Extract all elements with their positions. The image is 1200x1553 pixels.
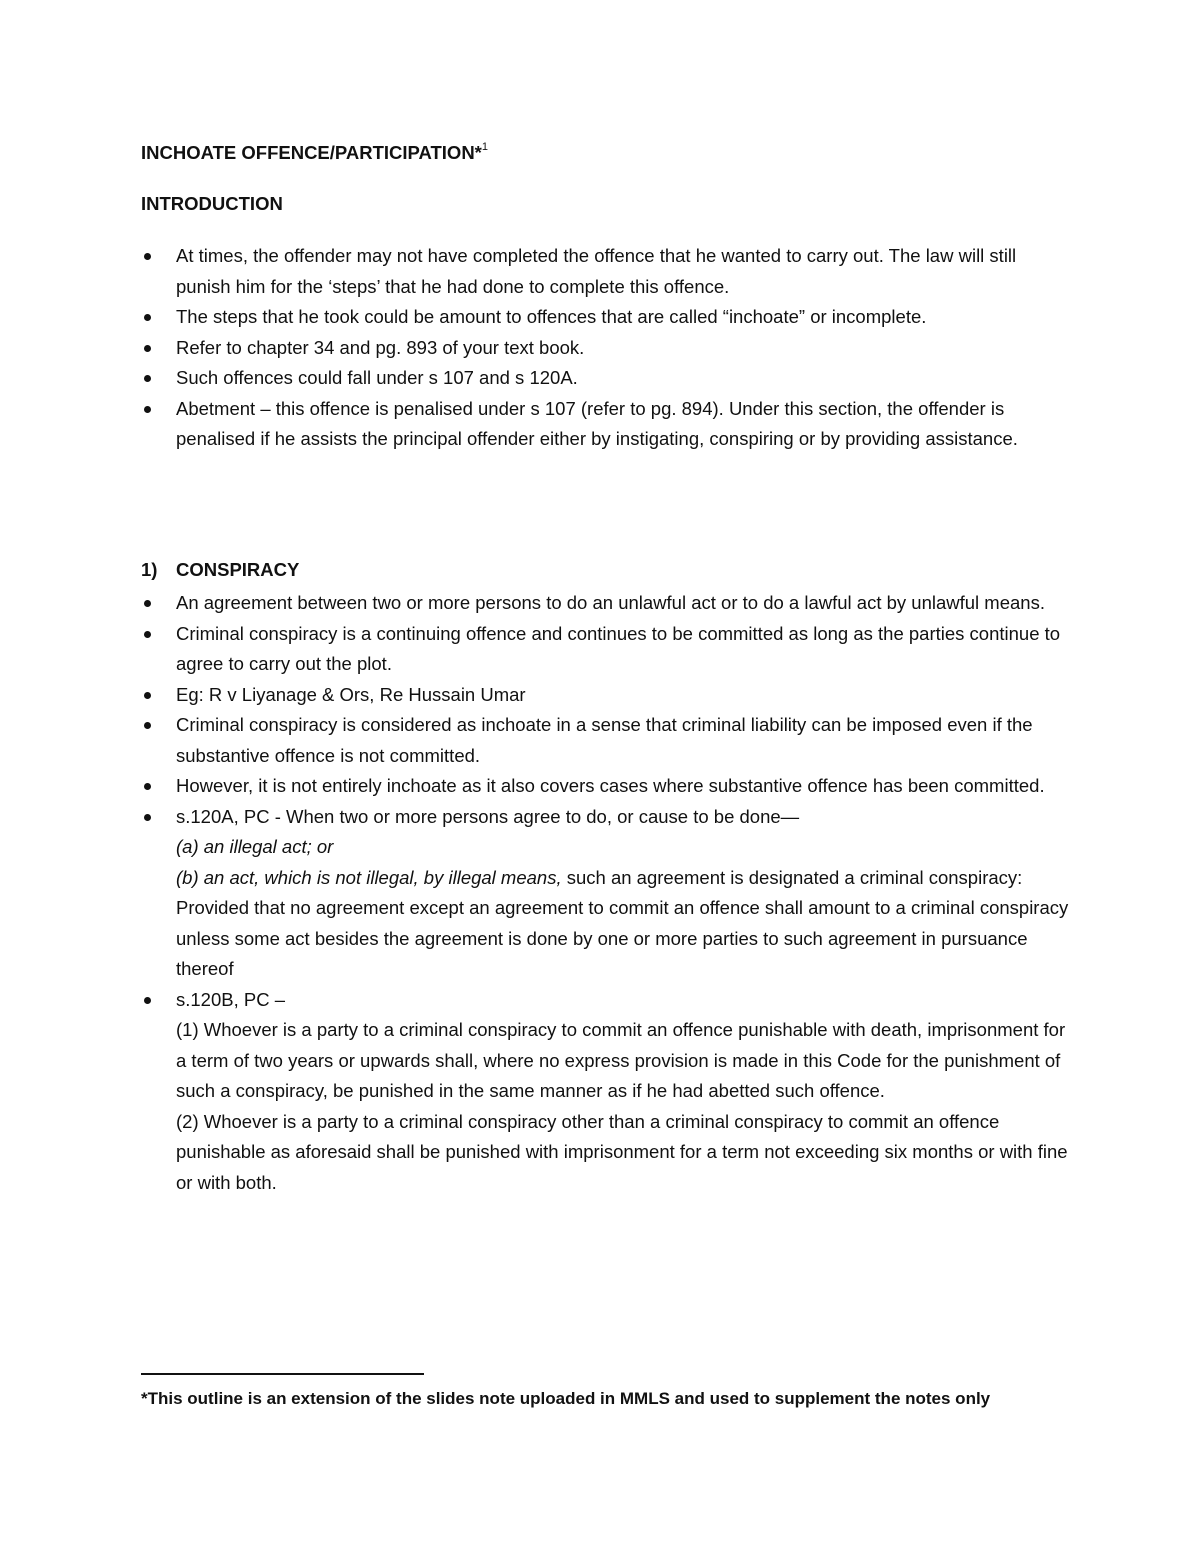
s120b-lead: s.120B, PC – (176, 988, 286, 1010)
document-title: INCHOATE OFFENCE/PARTICIPATION*$^1$ (141, 140, 489, 163)
list-item: At times, the offender may not have completed the offence that he wanted to carry out. The law will still punish him for the ‘steps’ that he had done to complete this offence. (141, 241, 1071, 302)
s120a-clause-b: (b) an act, which is not illegal, by illegal means, such an agreement is designated a criminal conspiracy: (176, 866, 1023, 888)
s120a-item (141, 802, 1071, 985)
list-item: An agreement between two or more persons to do an unlawful act or to do a lawful act by unlawful means. (141, 588, 1071, 619)
s120a-clause-a: (a) an illegal act; or (176, 836, 334, 857)
list-item: Refer to chapter 34 and pg. 893 of your text book. (141, 333, 1071, 364)
list-item: However, it is not entirely inchoate as it also covers cases where substantive offence has been committed. (141, 771, 1071, 802)
s120b-sub2: (2) Whoever is a party to a criminal conspiracy other than a criminal conspiracy to commit an offence punishable as aforesaid shall be punished with imprisonment for a term not exceeding six months or with fine or with both. (176, 1110, 1068, 1193)
footnote-separator (141, 1373, 424, 1375)
list-item: The steps that he took could be amount to offences that are called “inchoate” or incomplete. (141, 302, 1071, 333)
list-item: Criminal conspiracy is a continuing offence and continues to be committed as long as the parties continue to agree to carry out the plot. (141, 619, 1071, 680)
footnote-reference: 1 (481, 140, 489, 153)
footnote: *This outline is an extension of the slides note uploaded in MMLS and used to supplement the notes only (141, 1389, 991, 1408)
s120b-item (141, 985, 1071, 1199)
conspiracy-heading (141, 559, 299, 581)
list-item: Eg: R v Liyanage & Ors, Re Hussain Umar (141, 680, 1071, 711)
introduction-list (141, 241, 1071, 455)
list-item: Criminal conspiracy is considered as inchoate in a sense that criminal liability can be imposed even if the substantive offence is not committed. (141, 710, 1071, 771)
section-title: CONSPIRACY (176, 559, 300, 580)
s120a-lead: s.120A, PC - When two or more persons agree to do, or cause to be done— (176, 805, 800, 827)
list-item: Abetment – this offence is penalised under s 107 (refer to pg. 894). Under this section, the offender is penalised if he assists the principal offender either by instigating, conspiring or by providing assistance. (141, 394, 1071, 455)
s120a-proviso: Provided that no agreement except an agreement to commit an offence shall amount to a criminal conspiracy unless some act besides the agreement is done by one or more parties to such agreement in pursuance thereof (176, 897, 1069, 979)
list-item: Such offences could fall under s 107 and s 120A. (141, 363, 1071, 394)
s120b-sub1: (1) Whoever is a party to a criminal conspiracy to commit an offence punishable with death, imprisonment for a term of two years or upwards shall, where no express provision is made in this Code for the punishment of such a conspiracy, be punished in the same manner as if he had abetted such offence. (176, 1019, 1066, 1101)
section-number: 1) (141, 559, 158, 580)
introduction-heading: INTRODUCTION (141, 193, 283, 214)
conspiracy-list (141, 588, 1071, 1198)
